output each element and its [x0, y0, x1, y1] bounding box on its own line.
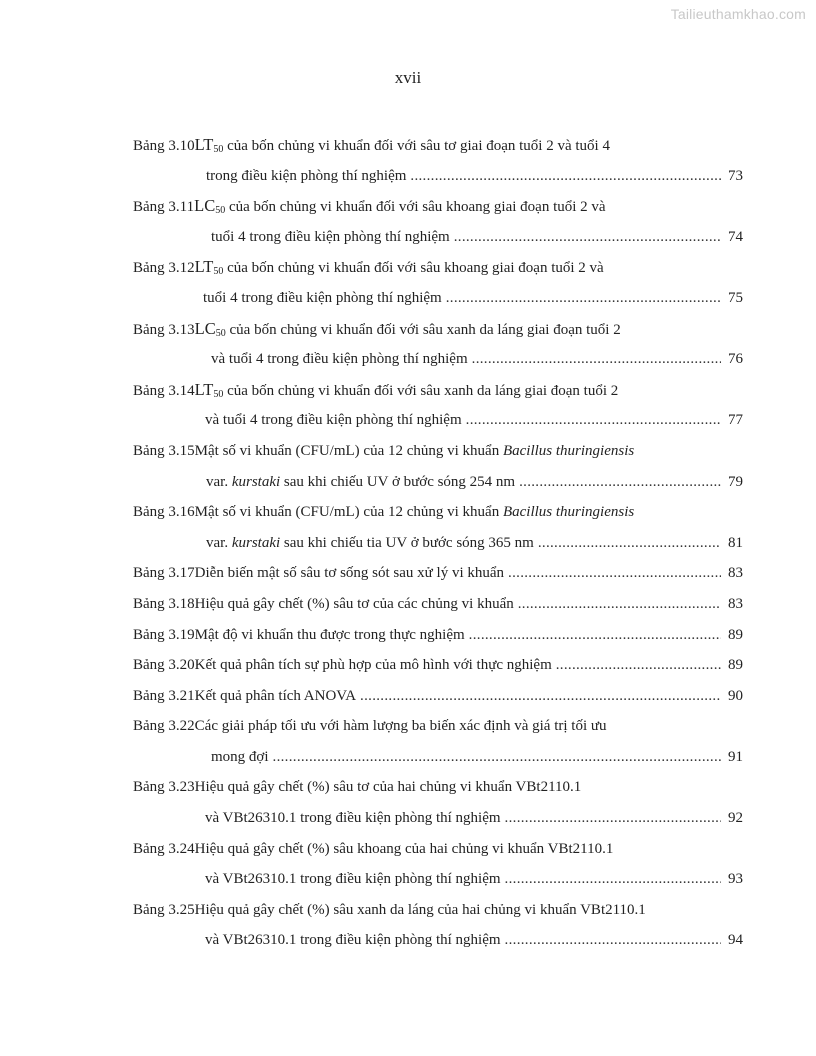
symbol-subscript: 50 [215, 205, 226, 217]
table-label: Bảng 3.18 [133, 595, 195, 612]
dot-leader [410, 165, 721, 187]
entry-title: Hiệu quả gây chết (%) sâu xanh da láng của hai chủng vi khuẩn VBt2110.1 [194, 901, 646, 918]
table-label: Bảng 3.21 [133, 687, 195, 704]
symbol: $LT_{50}$ [194, 379, 224, 400]
entry-title-cont: và VBt26310.1 trong điều kiện phòng thí nghiệm [205, 932, 501, 949]
toc-entry-line[interactable] [133, 195, 743, 226]
table-label: Bảng 3.14 [133, 382, 195, 399]
table-label: Bảng 3.11 [133, 199, 195, 216]
entry-title: $LT_{50}$ của bốn chủng vi khuẩn đối với sâu tơ giai đoạn tuổi 2 và tuổi 4 [194, 135, 610, 155]
dot-leader [446, 287, 721, 309]
toc-entry-continuation [133, 165, 743, 196]
entry-title-cont: tuổi 4 trong điều kiện phòng thí nghiệm [211, 228, 450, 245]
toc-entry-line[interactable] [133, 256, 743, 287]
symbol: $LT_{50}$ [194, 257, 224, 278]
entry-title: Hiệu quả gây chết (%) sâu khoang của hai chủng vi khuẩn VBt2110.1 [194, 840, 614, 857]
page-ref: 73 [728, 167, 743, 184]
page-ref: 89 [728, 657, 743, 674]
toc-entry-continuation [133, 287, 743, 318]
dot-leader [538, 532, 721, 554]
page-ref: 83 [728, 565, 743, 582]
table-label: Bảng 3.25 [133, 901, 195, 918]
page-ref: 83 [728, 595, 743, 612]
table-label: Bảng 3.17 [133, 565, 195, 582]
toc-entry-continuation [133, 807, 743, 838]
table-label: Bảng 3.22 [133, 718, 195, 735]
watermark: Tailieuthamkhao.com [670, 6, 806, 22]
toc-entry-continuation [133, 868, 743, 899]
toc-entry-continuation [133, 746, 743, 777]
page-ref: 81 [728, 534, 743, 551]
toc-entry-continuation [133, 226, 743, 257]
entry-title-cont: var. kurstaki sau khi chiếu tia UV ở bước sóng 365 nm [206, 534, 534, 551]
symbol-subscript: 50 [215, 327, 226, 339]
symbol: $LC_{50}$ [194, 318, 226, 339]
entry-title: $LT_{50}$ của bốn chủng vi khuẩn đối với sâu xanh da láng giai đoạn tuổi 2 [194, 379, 619, 400]
toc-entry-line[interactable] [133, 899, 743, 930]
table-label: Bảng 3.20 [133, 657, 195, 674]
entry-title: Diễn biến mật số sâu tơ sống sót sau xử lý vi khuẩn [194, 565, 505, 582]
entry-title: Kết quả phân tích ANOVA [194, 687, 357, 704]
toc-entry-continuation [133, 348, 743, 379]
page-ref: 93 [728, 871, 743, 888]
page-ref: 91 [728, 748, 743, 765]
toc-entry-line[interactable] [133, 715, 743, 746]
toc-entry-line[interactable] [133, 562, 743, 593]
toc-entry-line[interactable] [133, 501, 743, 532]
species-name: Bacillus thuringiensis [502, 442, 635, 459]
toc-entry-line[interactable] [133, 654, 743, 685]
toc-entry-continuation [133, 471, 743, 502]
entry-title: Hiệu quả gây chết (%) sâu tơ của các chủng vi khuẩn [194, 595, 514, 612]
variety-name: kurstaki [231, 473, 281, 490]
page-ref: 89 [728, 626, 743, 643]
dot-leader [466, 409, 721, 431]
toc-entry-line[interactable] [133, 134, 743, 165]
toc-entry-line[interactable] [133, 776, 743, 807]
toc-entry-line[interactable] [133, 440, 743, 471]
table-label: Bảng 3.12 [133, 260, 195, 277]
symbol-subscript: 50 [213, 266, 224, 278]
toc-entry-line[interactable] [133, 838, 743, 869]
toc-entry-line[interactable] [133, 685, 743, 716]
symbol-subscript: 50 [213, 144, 224, 155]
table-label: Bảng 3.24 [133, 840, 195, 857]
toc-entry-line[interactable] [133, 624, 743, 655]
entry-title-cont: tuổi 4 trong điều kiện phòng thí nghiệm [203, 289, 442, 306]
toc-entry-continuation [133, 532, 743, 563]
toc-entry-line[interactable] [133, 593, 743, 624]
dot-leader [273, 746, 721, 768]
entry-title-cont: var. kurstaki sau khi chiếu UV ở bước sóng 254 nm [206, 473, 516, 490]
entry-title: Kết quả phân tích sự phù hợp của mô hình với thực nghiệm [194, 657, 552, 674]
table-label: Bảng 3.19 [133, 626, 195, 643]
dot-leader [454, 226, 721, 248]
dot-leader [505, 929, 721, 951]
table-label: Bảng 3.15 [133, 442, 195, 459]
variety-name: kurstaki [231, 534, 281, 551]
entry-title-cont: và VBt26310.1 trong điều kiện phòng thí nghiệm [205, 810, 501, 827]
dot-leader [505, 807, 721, 829]
entry-title: $LC_{50}$ của bốn chủng vi khuẩn đối với sâu xanh da láng giai đoạn tuổi 2 [194, 318, 621, 339]
entry-title: Các giải pháp tối ưu với hàm lượng ba biến xác định và giá trị tối ưu [194, 718, 607, 735]
symbol-subscript: 50 [213, 388, 224, 400]
symbol: $LT_{50}$ [194, 135, 224, 155]
entry-title: $LT_{50}$ của bốn chủng vi khuẩn đối với sâu khoang giai đoạn tuổi 2 và [194, 257, 604, 278]
table-of-contents [133, 134, 743, 960]
entry-title-cont: và tuổi 4 trong điều kiện phòng thí nghiệm [205, 412, 462, 429]
species-name: Bacillus thuringiensis [502, 504, 635, 521]
table-label: Bảng 3.16 [133, 504, 195, 521]
page-number: xvii [394, 68, 422, 87]
entry-title-cont: mong đợi [211, 748, 269, 765]
page-ref: 90 [728, 687, 743, 704]
page-ref: 74 [728, 228, 743, 245]
symbol: $LC_{50}$ [194, 196, 226, 217]
table-label: Bảng 3.13 [133, 321, 195, 338]
dot-leader [518, 593, 721, 615]
toc-entry-continuation [133, 929, 743, 960]
page-ref: 75 [728, 289, 743, 306]
dot-leader [360, 685, 721, 707]
entry-title: Mật số vi khuẩn (CFU/mL) của 12 chủng vi khuẩn Bacillus thuringiensis [194, 504, 635, 521]
entry-title-cont: trong điều kiện phòng thí nghiệm [206, 167, 407, 184]
dot-leader [508, 562, 721, 584]
toc-entry-line[interactable] [133, 379, 743, 410]
dot-leader [472, 348, 721, 370]
toc-entry-continuation [133, 409, 743, 440]
dot-leader [519, 471, 721, 493]
page-ref: 76 [728, 351, 743, 368]
dot-leader [505, 868, 721, 890]
table-label: Bảng 3.23 [133, 779, 195, 796]
dot-leader [469, 624, 721, 646]
entry-title: Hiệu quả gây chết (%) sâu tơ của hai chủng vi khuẩn VBt2110.1 [194, 779, 582, 796]
entry-title: Mật độ vi khuẩn thu được trong thực nghiệm [194, 626, 465, 643]
entry-title-cont: và tuổi 4 trong điều kiện phòng thí nghiệm [211, 351, 468, 368]
page-ref: 92 [728, 810, 743, 827]
page-ref: 79 [728, 473, 743, 490]
page-ref: 77 [728, 412, 743, 429]
page-ref: 94 [728, 932, 743, 949]
entry-title-cont: và VBt26310.1 trong điều kiện phòng thí nghiệm [205, 871, 501, 888]
dot-leader [556, 654, 721, 676]
table-label: Bảng 3.10 [133, 138, 195, 154]
entry-title: $LC_{50}$ của bốn chủng vi khuẩn đối với sâu khoang giai đoạn tuổi 2 và [194, 196, 606, 217]
entry-title: Mật số vi khuẩn (CFU/mL) của 12 chủng vi khuẩn Bacillus thuringiensis [194, 442, 635, 459]
toc-entry-line[interactable] [133, 318, 743, 349]
